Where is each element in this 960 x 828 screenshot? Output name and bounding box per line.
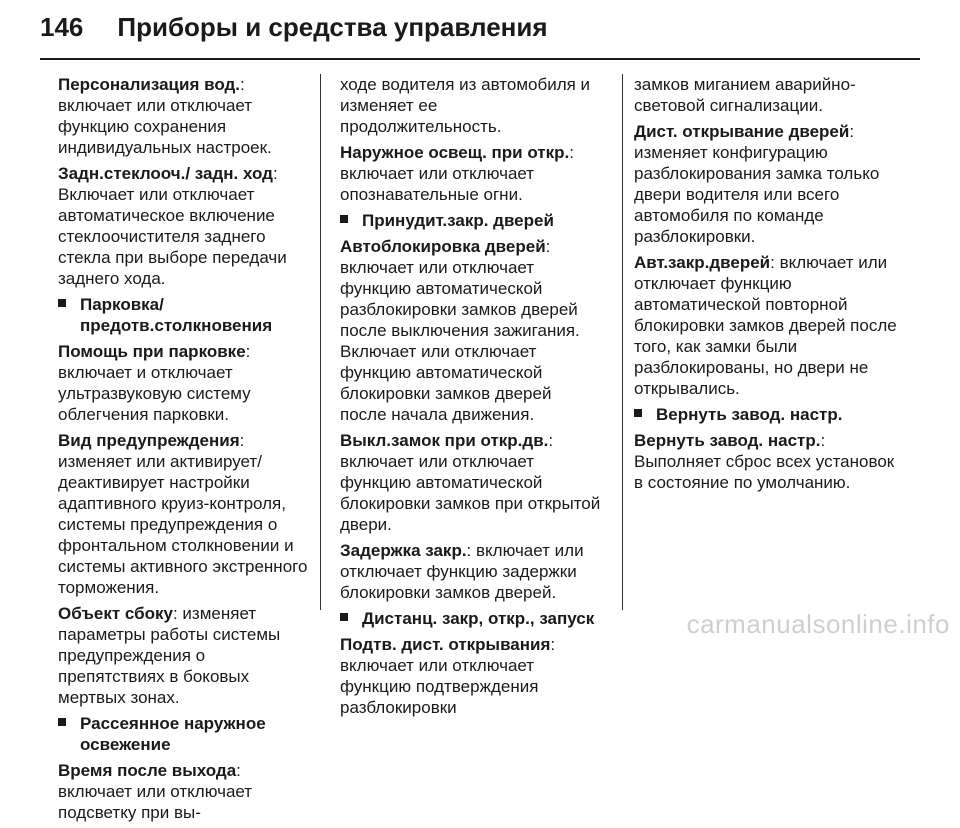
setting-name: Наружное освещ. при откр. bbox=[340, 143, 570, 162]
column-divider-1 bbox=[320, 74, 321, 610]
setting-text: : включает или отключает опознавательные огни. bbox=[340, 143, 574, 204]
setting-name: Персонализация вод. bbox=[58, 75, 240, 94]
setting-text: : включает или отключает функцию сохранения индивидуальных настроек. bbox=[58, 75, 272, 157]
setting-name: Вернуть завод. настр. bbox=[634, 431, 821, 450]
setting-text: : изменяет параметры работы системы предупреждения о препятствиях в боковых мертвых зонах. bbox=[58, 604, 281, 707]
section-heading-text: Парковка/предотв.столкновения bbox=[80, 295, 273, 335]
setting-name: Подтв. дист. открывания bbox=[340, 635, 551, 654]
setting-name: Вид предупреждения bbox=[58, 431, 240, 450]
setting-name: Выкл.замок при откр.дв. bbox=[340, 431, 549, 450]
header-rule bbox=[40, 58, 920, 60]
setting-text: : включает или отключает функцию автоматической блокировки замков при открытой двери. bbox=[340, 431, 601, 534]
section-heading-text: Рассеянное наружное освежение bbox=[80, 714, 266, 754]
setting-name: Дист. открывание дверей bbox=[634, 122, 850, 141]
column-3 bbox=[634, 74, 906, 498]
setting-name: Авт.закр.дверей bbox=[634, 253, 771, 272]
setting-description bbox=[340, 430, 602, 535]
setting-text: : включает и отключает ультразвуковую систему облегчения парковки. bbox=[58, 342, 251, 424]
page-title: Приборы и средства управления bbox=[117, 12, 548, 42]
setting-name: Время после выхода bbox=[58, 761, 237, 780]
setting-description bbox=[340, 634, 602, 718]
setting-description bbox=[340, 142, 602, 205]
section-heading-text: Вернуть завод. настр. bbox=[656, 405, 843, 424]
setting-text: замков миганием аварийно-световой сигнализации. bbox=[634, 75, 856, 115]
watermark: carmanualsonline.info bbox=[686, 609, 950, 639]
column-1 bbox=[58, 74, 308, 828]
setting-description bbox=[58, 760, 308, 823]
setting-name: Помощь при парковке bbox=[58, 342, 246, 361]
column-2 bbox=[340, 74, 602, 723]
section-heading bbox=[58, 713, 308, 755]
section-heading-text: Дистанц. закр, откр., запуск bbox=[362, 609, 595, 628]
setting-description bbox=[58, 603, 308, 708]
setting-description bbox=[58, 74, 308, 158]
setting-name: Объект сбоку bbox=[58, 604, 173, 623]
setting-description bbox=[340, 236, 602, 425]
bullet-icon bbox=[340, 215, 348, 223]
setting-description bbox=[340, 540, 602, 603]
setting-name: Задержка закр. bbox=[340, 541, 467, 560]
setting-description bbox=[634, 121, 906, 247]
setting-text: : изменяет или активирует/деактивирует настройки адаптивного круиз-контроля, системы предупреждения о фронтальном столкновении и системы активного экстренного торможения. bbox=[58, 431, 308, 597]
setting-text: : включает или отключает функцию подтверждения разблокировки bbox=[340, 635, 556, 717]
page-header bbox=[40, 12, 548, 43]
setting-description bbox=[58, 163, 308, 289]
setting-text: : включает или отключает функцию автоматической повторной блокировки замков дверей после того, как замки были разблокированы, но двери не открывались. bbox=[634, 253, 897, 398]
section-heading bbox=[634, 404, 906, 425]
page-number: 146 bbox=[40, 12, 84, 42]
column-divider-2 bbox=[622, 74, 623, 610]
setting-description bbox=[58, 430, 308, 598]
section-heading bbox=[340, 608, 602, 629]
bullet-icon bbox=[634, 409, 642, 417]
bullet-icon bbox=[58, 299, 66, 307]
bullet-icon bbox=[58, 718, 66, 726]
setting-name: Автоблокировка дверей bbox=[340, 237, 546, 256]
setting-text: : включает или отключает функцию автоматической разблокировки замков дверей после выключения зажигания. Включает или отключает функцию автоматической блокировки замков дверей после начала движения. bbox=[340, 237, 580, 424]
setting-description bbox=[634, 252, 906, 399]
setting-text: : изменяет конфигурацию разблокирования замка только двери водителя или всего автомобиля по команде разблокировки. bbox=[634, 122, 880, 246]
bullet-icon bbox=[340, 613, 348, 621]
setting-name: Задн.стеклооч./ задн. ход bbox=[58, 164, 273, 183]
setting-description bbox=[58, 341, 308, 425]
setting-text: ходе водителя из автомобиля и изменяет ее продолжительность. bbox=[340, 75, 591, 136]
setting-text: : Включает или отключает автоматическое включение стеклоочистителя заднего стекла при выборе передачи заднего хода. bbox=[58, 164, 287, 288]
section-heading bbox=[340, 210, 602, 231]
section-heading bbox=[58, 294, 308, 336]
setting-description bbox=[340, 74, 602, 137]
setting-description bbox=[634, 430, 906, 493]
setting-text: : включает или отключает подсветку при вы- bbox=[58, 761, 253, 822]
setting-text: : включает или отключает функцию задержки блокировки замков дверей. bbox=[340, 541, 584, 602]
section-heading-text: Принудит.закр. дверей bbox=[362, 211, 554, 230]
setting-text: : Выполняет сброс всех установок в состояние по умолчанию. bbox=[634, 431, 895, 492]
setting-description bbox=[634, 74, 906, 116]
